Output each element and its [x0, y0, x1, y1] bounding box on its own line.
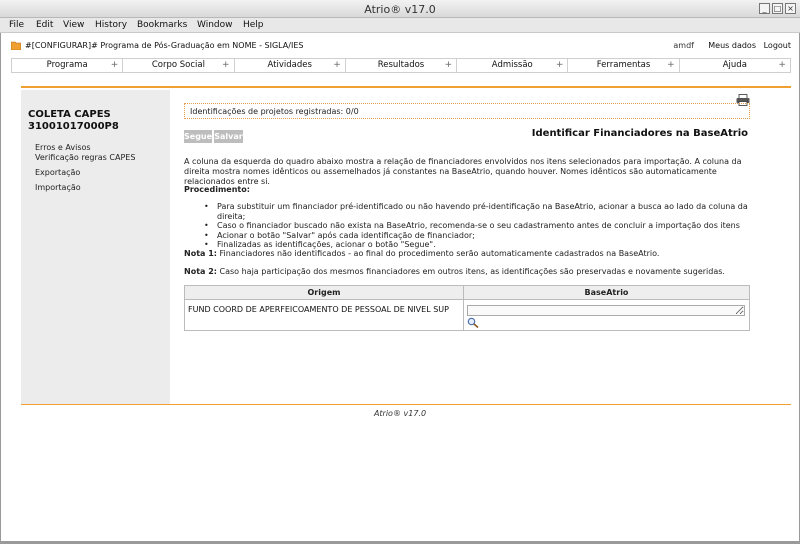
- logout-link[interactable]: Logout: [763, 41, 791, 50]
- plus-icon: +: [444, 60, 453, 70]
- folder-icon: [11, 41, 21, 50]
- page-content: [0, 33, 800, 541]
- note-1-label: Nota 1:: [184, 249, 217, 258]
- my-data-link[interactable]: Meus dados: [708, 41, 756, 50]
- plus-icon: +: [222, 60, 230, 70]
- nav-label: Programa: [46, 60, 88, 70]
- top-divider: [21, 86, 791, 88]
- menu-history[interactable]: History: [95, 20, 128, 30]
- column-header-origem: Origem: [185, 286, 463, 300]
- menu-bar: [0, 18, 800, 33]
- menu-bookmarks[interactable]: Bookmarks: [137, 20, 188, 30]
- maximize-icon[interactable]: □: [773, 4, 782, 13]
- plus-icon: +: [555, 60, 564, 70]
- context-bar: [11, 40, 791, 53]
- baseatrio-field[interactable]: [467, 305, 745, 316]
- plus-icon: +: [110, 60, 119, 70]
- program-path[interactable]: #[CONFIGURAR]# Programa de Pós-Graduação em NOME - SIGLA/IES: [25, 41, 304, 50]
- plus-icon: +: [778, 60, 786, 70]
- nav-ferramentas[interactable]: [568, 59, 679, 72]
- window-title: Atrio® v17.0: [364, 3, 436, 16]
- main-nav: [11, 58, 791, 73]
- username: amdf: [673, 41, 694, 50]
- salvar-button[interactable]: Salvar: [214, 132, 243, 141]
- nav-label: Ferramentas: [596, 60, 651, 70]
- segue-button[interactable]: Segue: [184, 132, 213, 141]
- list-item: • Para substituir um financiador pré-identificado ou não havendo pré-identificação na BaseAtrio, acionar a busca ao lado da coluna da direita;: [204, 202, 764, 221]
- nav-corpo-social[interactable]: [123, 59, 234, 72]
- sidebar: [21, 90, 170, 404]
- list-item: • Acionar o botão "Salvar" após cada identificação de financiador;: [204, 231, 764, 241]
- menu-view[interactable]: View: [63, 20, 85, 30]
- search-icon[interactable]: [467, 317, 479, 328]
- window-titlebar: [0, 0, 800, 18]
- plus-icon: +: [667, 60, 675, 70]
- intro-text: A coluna da esquerda do quadro abaixo mostra a relação de financiadores envolvidos nos itens selecionados para importação. A coluna da direita mostra nomes idênticos ou assemelhados já constantes na BaseAtrio, quando houver. Nomes idênticos são automaticamente relacionados entre si.: [184, 157, 742, 186]
- nav-ajuda[interactable]: [680, 59, 790, 72]
- column-divider: [463, 286, 464, 330]
- minimize-icon[interactable]: _: [759, 3, 770, 14]
- nav-admissao[interactable]: [457, 59, 568, 72]
- note-2-label: Nota 2:: [184, 267, 217, 276]
- window-controls: [759, 3, 796, 14]
- list-item: • Caso o financiador buscado não exista na BaseAtrio, recomenda-se o seu cadastramento antes de concluir a importação dos itens: [204, 221, 764, 231]
- nav-label: Atividades: [267, 60, 312, 70]
- menu-edit[interactable]: Edit: [36, 20, 54, 30]
- nav-programa[interactable]: [12, 59, 123, 72]
- footer-version: Atrio® v17.0: [373, 409, 427, 418]
- sidebar-item-erros-avisos[interactable]: Erros e Avisos: [35, 143, 91, 152]
- financiadores-table: [184, 285, 750, 331]
- nav-label: Corpo Social: [151, 60, 205, 70]
- identifications-count: Identificações de projetos registradas: 0/0: [190, 107, 359, 116]
- sidebar-program-code: 31001017000P8: [28, 121, 119, 132]
- note-1-text: Financiadores não identificados - ao final do procedimento serão automaticamente cadastrados na BaseAtrio.: [216, 249, 660, 258]
- column-header-baseatrio: BaseAtrio: [464, 286, 749, 300]
- identifications-status: [184, 103, 750, 119]
- nav-label: Admissão: [491, 60, 533, 70]
- menu-file[interactable]: File: [9, 20, 25, 30]
- plus-icon: +: [333, 60, 341, 70]
- sidebar-item-verificacao-regras[interactable]: Verificação regras CAPES: [35, 153, 136, 162]
- note-1: [184, 249, 754, 259]
- nav-label: Ajuda: [722, 60, 747, 70]
- sidebar-item-exportacao[interactable]: Exportação: [35, 168, 81, 177]
- list-item: • Finalizadas as identificações, acionar o botão "Segue".: [204, 240, 764, 250]
- menu-help[interactable]: Help: [243, 20, 264, 30]
- procedure-label: Procedimento:: [184, 185, 250, 194]
- page-title: Identificar Financiadores na BaseAtrio: [531, 128, 748, 139]
- table-cell-origem: FUND COORD DE APERFEICOAMENTO DE PESSOAL DE NIVEL SUP: [188, 305, 449, 314]
- sidebar-title: COLETA CAPES: [28, 109, 111, 120]
- menu-window[interactable]: Window: [197, 20, 233, 30]
- nav-resultados[interactable]: [346, 59, 457, 72]
- note-2-text: Caso haja participação dos mesmos financiadores em outros itens, as identificações são preservadas e novamente sugeridas.: [216, 267, 725, 276]
- bottom-divider: [21, 404, 791, 405]
- note-2: [184, 267, 754, 277]
- sidebar-item-importacao[interactable]: Importação: [35, 183, 81, 192]
- nav-label: Resultados: [377, 60, 425, 70]
- nav-atividades[interactable]: [235, 59, 346, 72]
- procedure-list: [204, 202, 764, 250]
- close-icon[interactable]: ×: [785, 3, 796, 14]
